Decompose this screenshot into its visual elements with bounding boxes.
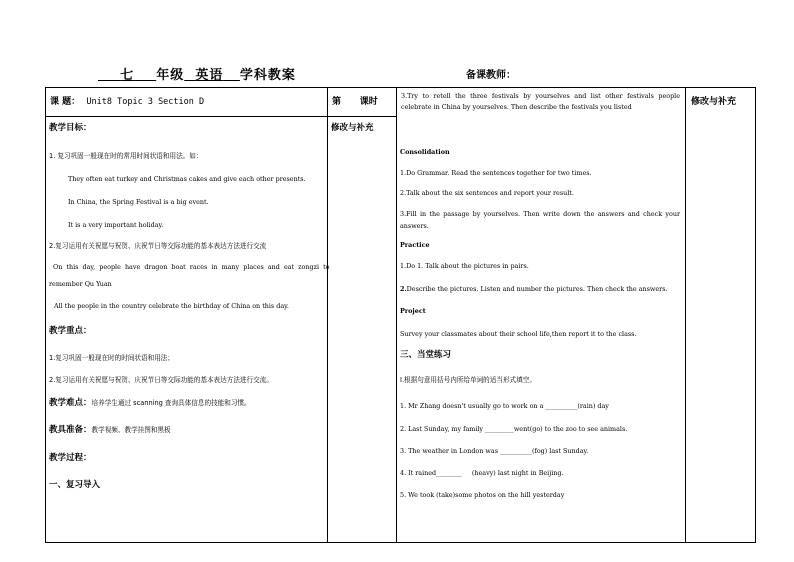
difficulty-text: 培养学生通过 scanning 查询具体信息的技能和习惯。 xyxy=(91,399,251,407)
topic-label: 课 题： xyxy=(50,97,81,107)
period-label: 第 课时 xyxy=(332,97,378,107)
exercise-item-4: 4. It rained________ (heavy) last night in Beijing. xyxy=(400,469,564,477)
prep-heading: 教具准备： xyxy=(49,425,92,435)
step-3-text: 3.Try to retell the three festivals by yourselves and list other festivals people celebrate in China by yourselves. Then describe the festivals you listed xyxy=(401,92,680,111)
goal-1-text: 1. 复习巩固一般现在时的常用时间状语和用法。如： xyxy=(49,152,203,160)
exercise-item-1: 1. Mr Zhang doesn't usually go to work on a __________(rain) day xyxy=(400,402,609,410)
exercise-heading: 三、当堂练习 xyxy=(400,350,452,360)
goal-2-text: 2.复习运用有关祝愿与祝贺、庆祝节日等交际功能的基本表达方法进行交流 xyxy=(49,242,267,250)
project-heading: Project xyxy=(400,307,426,315)
consolidation-heading: Consolidation xyxy=(400,148,450,156)
goal-1-example-2: In China, the Spring Festival is a big event. xyxy=(68,198,209,206)
difficulty-line xyxy=(49,399,251,407)
exercise-item-5: 5. We took (take)some photos on the hill yesterday xyxy=(400,491,565,499)
middle-revision-column xyxy=(328,117,397,543)
goals-heading: 教学目标： xyxy=(49,123,92,133)
process-heading: 教学过程： xyxy=(49,453,92,463)
goal-2-example-1a: On this day, people have dragon boat races in many places and eat zongzi to xyxy=(53,263,330,271)
prep-line xyxy=(49,426,171,434)
prep-text: 教学视频、教学挂图和黑板 xyxy=(91,426,171,434)
project-text: Survey your classmates about their school life,then report it to the class. xyxy=(400,330,637,338)
consolidation-item-3: 3.Fill in the passage by yourselves. Then write down the answers and check your answers. xyxy=(400,210,680,230)
consolidation-item-2: 2.Talk about the six sentences and report your result. xyxy=(400,189,574,197)
practice-heading: Practice xyxy=(400,241,430,249)
preparer-label: 备课教师： xyxy=(466,70,516,81)
key-points-heading: 教学重点： xyxy=(49,326,92,336)
practice-item-2: 2.Describe the pictures. Listen and number the pictures. Then check the answers. xyxy=(400,285,668,293)
revision-label-right: 修改与补充 xyxy=(691,97,737,107)
consolidation-item-1: 1.Do Grammar. Read the sentences together for two times. xyxy=(400,169,592,177)
exercise-item-2: 2. Last Sunday, my family _________went(go) to the zoo to see animals. xyxy=(400,425,628,433)
goal-1-example-3: It is a very important holiday. xyxy=(68,221,164,229)
goal-2-example-2: All the people in the country celebrate the birthday of China on this day. xyxy=(54,302,289,310)
revision-column xyxy=(686,88,756,543)
goal-1-example-1: They often eat turkey and Christmas cakes and give each other presents. xyxy=(68,175,306,183)
doc-title-text: 学科教案 xyxy=(239,68,296,83)
objectives-column xyxy=(46,117,328,543)
exercise-item-3: 3. The weather in London was __________(fog) last Sunday. xyxy=(400,447,589,455)
topic-cell xyxy=(46,88,328,117)
difficulty-heading: 教学难点： xyxy=(49,398,92,408)
grade-suffix: 年级 xyxy=(156,68,185,83)
review-heading: 一、复习导入 xyxy=(49,480,101,490)
content-column xyxy=(397,88,686,543)
exercise-instructions: I.根据句意用括号内所给单词的适当形式填空。 xyxy=(400,376,536,384)
goal-2-example-1b: remember Qu Yuan xyxy=(49,280,112,288)
subject-value: 英语 xyxy=(195,68,224,83)
revision-label-middle: 修改与补充 xyxy=(331,123,374,133)
practice-item-1: 1.Do 1. Talk about the pictures in pairs. xyxy=(400,262,529,270)
period-cell xyxy=(328,88,397,117)
grade-value: 七 xyxy=(120,68,135,83)
document-title xyxy=(98,64,296,83)
lesson-plan-table xyxy=(45,87,756,543)
topic-value: Unit8 Topic 3 Section D xyxy=(86,97,205,107)
key-point-1: 1.复习巩固一般现在时的时间状语和用法； xyxy=(49,354,174,362)
key-point-2: 2.复习运用有关祝愿与祝贺、庆祝节日等交际功能的基本表达方法进行交流。 xyxy=(49,376,273,384)
